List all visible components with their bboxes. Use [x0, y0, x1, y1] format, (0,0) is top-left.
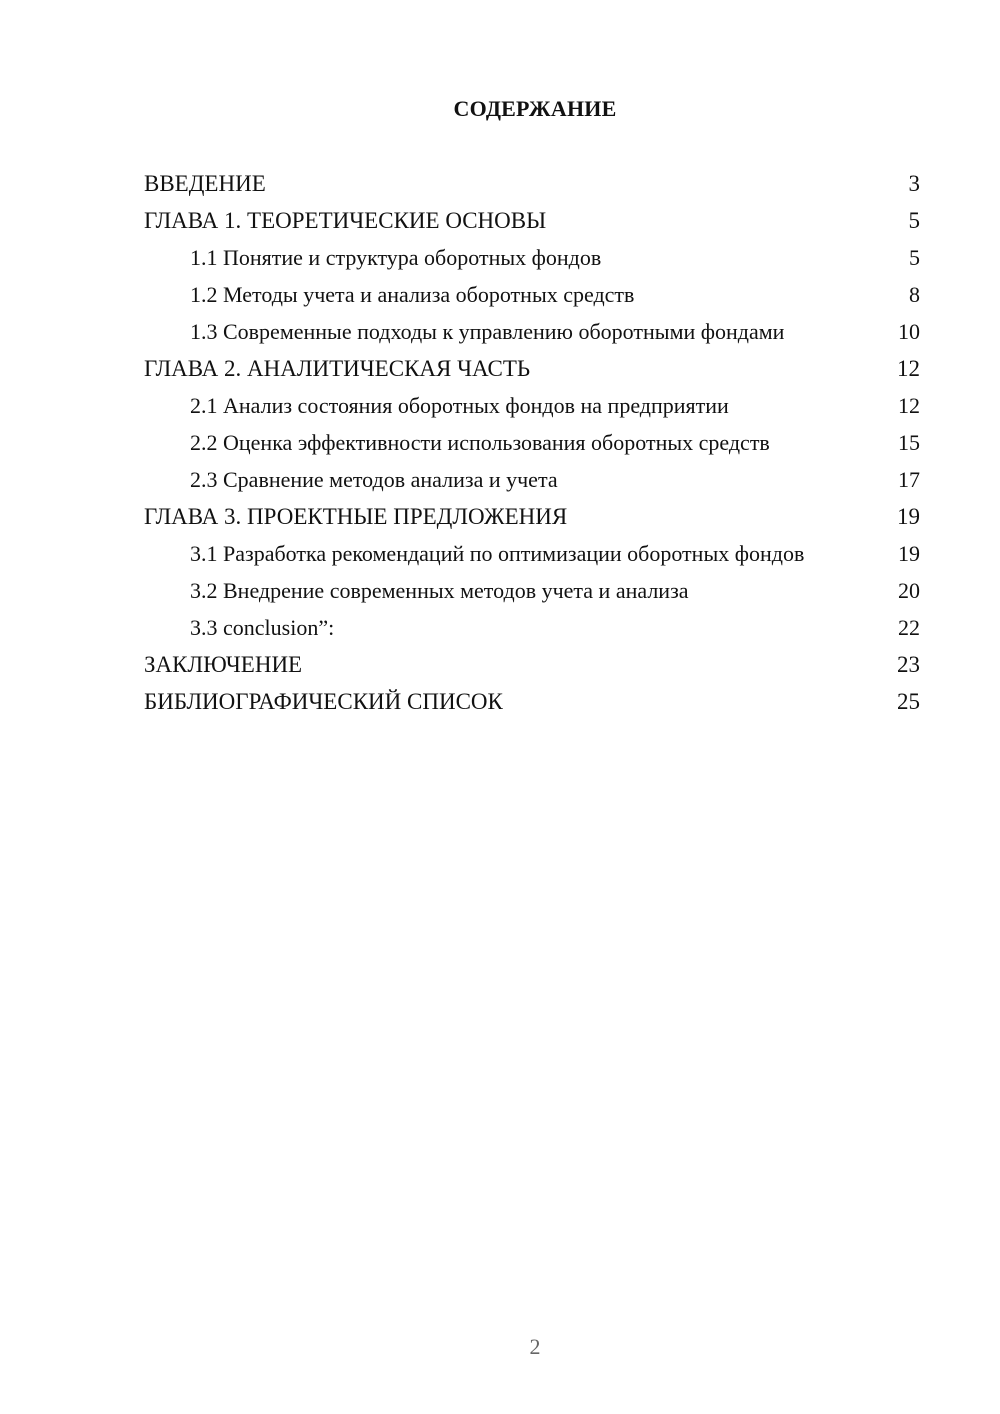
toc-entry-label: ЗАКЛЮЧЕНИЕ [144, 652, 303, 677]
table-of-contents [144, 170, 920, 725]
toc-entry-label: 2.1 Анализ состояния оборотных фондов на предприятии [190, 393, 729, 418]
toc-entry-page: 22 [898, 615, 920, 640]
toc-entry-conclusion[interactable] [144, 651, 920, 679]
toc-entry-introduction[interactable] [144, 170, 920, 198]
toc-entry-page: 17 [898, 467, 920, 492]
toc-entry-section-3-2[interactable] [144, 577, 920, 605]
toc-entry-label: БИБЛИОГРАФИЧЕСКИЙ СПИСОК [144, 689, 503, 714]
toc-entry-page: 5 [908, 208, 920, 233]
toc-entry-label: ГЛАВА 1. ТЕОРЕТИЧЕСКИЕ ОСНОВЫ [144, 208, 547, 233]
toc-entry-section-3-1[interactable] [144, 540, 920, 568]
toc-entry-page: 23 [897, 652, 920, 677]
toc-entry-section-1-1[interactable] [144, 244, 920, 272]
toc-entry-page: 20 [898, 578, 920, 603]
page-number: 2 [529, 1334, 541, 1359]
toc-entry-page: 25 [897, 689, 920, 714]
toc-entry-section-2-1[interactable] [144, 392, 920, 420]
toc-entry-label: 2.2 Оценка эффективности использования оборотных средств [190, 430, 770, 455]
toc-entry-section-3-3[interactable] [144, 614, 920, 642]
toc-entry-page: 12 [898, 393, 920, 418]
toc-entry-label: 1.2 Методы учета и анализа оборотных средств [190, 282, 635, 307]
toc-entry-label: ГЛАВА 2. АНАЛИТИЧЕСКАЯ ЧАСТЬ [144, 356, 531, 381]
toc-entry-page: 5 [909, 245, 920, 270]
toc-entry-label: ГЛАВА 3. ПРОЕКТНЫЕ ПРЕДЛОЖЕНИЯ [144, 504, 568, 529]
toc-entry-page: 3 [908, 171, 920, 196]
toc-title: СОДЕРЖАНИЕ [453, 96, 617, 121]
toc-entry-label: ВВЕДЕНИЕ [144, 171, 266, 196]
toc-entry-chapter-1[interactable] [144, 207, 920, 235]
toc-entry-label: 3.2 Внедрение современных методов учета и анализа [190, 578, 689, 603]
toc-entry-label: 2.3 Сравнение методов анализа и учета [190, 467, 558, 492]
toc-entry-label: 3.3 conclusion”: [190, 615, 335, 640]
toc-entry-section-2-2[interactable] [144, 429, 920, 457]
toc-entry-chapter-3[interactable] [144, 503, 920, 531]
toc-entry-label: 1.3 Современные подходы к управлению оборотными фондами [190, 319, 785, 344]
toc-entry-page: 19 [898, 541, 920, 566]
toc-entry-label: 3.1 Разработка рекомендаций по оптимизации оборотных фондов [190, 541, 805, 566]
toc-entry-section-1-2[interactable] [144, 281, 920, 309]
toc-entry-chapter-2[interactable] [144, 355, 920, 383]
toc-entry-label: 1.1 Понятие и структура оборотных фондов [190, 245, 602, 270]
toc-entry-page: 19 [897, 504, 920, 529]
toc-entry-page: 12 [897, 356, 920, 381]
toc-entry-page: 8 [909, 282, 920, 307]
toc-entry-section-1-3[interactable] [144, 318, 920, 346]
toc-entry-section-2-3[interactable] [144, 466, 920, 494]
toc-entry-page: 10 [898, 319, 920, 344]
toc-entry-page: 15 [898, 430, 920, 455]
toc-entry-bibliography[interactable] [144, 688, 920, 716]
